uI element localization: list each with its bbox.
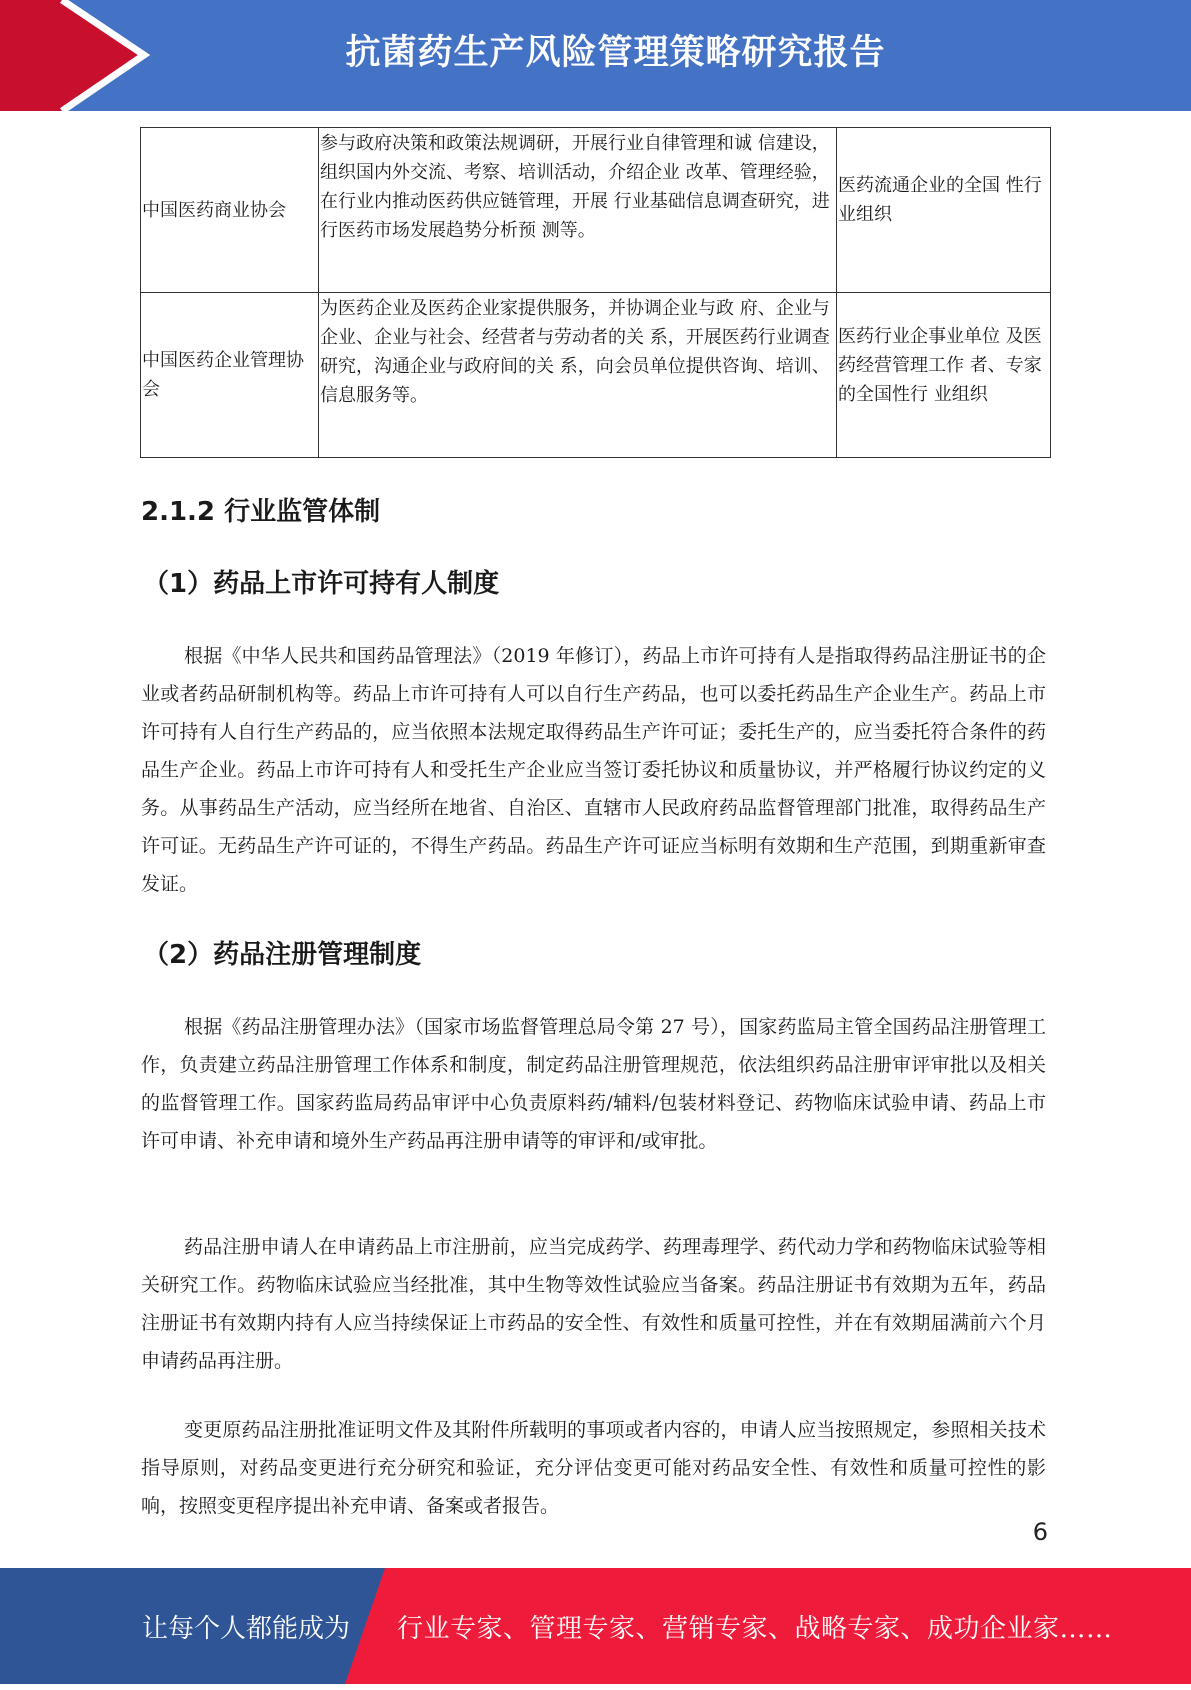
- subsection-heading-1: （1）药品上市许可持有人制度: [143, 569, 500, 599]
- paragraph-registration-3: 变更原药品注册批准证明文件及其附件所载明的事项或者内容的，申请人应当按照规定，参照相关技术指导原则，对药品变更进行充分研究和验证，充分评估变更可能对药品安全性、有效性和质量可控性的影响，按照变更程序提出补充申请、备案或者报告。: [141, 1419, 1046, 1517]
- subsection-heading-2: （2）药品注册管理制度: [143, 940, 422, 970]
- association-table: [140, 127, 1051, 458]
- table-cell-nature: 医药行业企事业单位 及医药经营管理工作 者、专家的全国性行 业组织: [837, 293, 1051, 458]
- table-row: [141, 293, 1051, 458]
- footer-slogan-left: 让每个人都能成为: [142, 1614, 351, 1644]
- paragraph-registration-1: 根据《药品注册管理办法》（国家市场监督管理总局令第 27 号），国家药监局主管全国药品注册管理工作，负责建立药品注册管理工作体系和制度，制定药品注册管理规范，依法组织药品注册审评审批以及相关的监督管理工作。国家药监局药品审评中心负责原料药/辅料/包装材料登记、药物临床试验申请、药品上市许可申请、补充申请和境外生产药品再注册申请等的审评和/或审批。: [141, 1016, 1046, 1152]
- table-row: [141, 128, 1051, 293]
- paragraph-registration-2: 药品注册申请人在申请药品上市注册前，应当完成药学、药理毒理学、药代动力学和药物临床试验等相关研究工作。药物临床试验应当经批准，其中生物等效性试验应当备案。药品注册证书有效期为五年，药品注册证书有效期内持有人应当持续保证上市药品的安全性、有效性和质量可控性，并在有效期届满前六个月申请药品再注册。: [141, 1236, 1046, 1372]
- paragraph-mah-system: 根据《中华人民共和国药品管理法》（2019 年修订），药品上市许可持有人是指取得药品注册证书的企业或者药品研制机构等。药品上市许可持有人可以自行生产药品，也可以委托药品生产企业生产。药品上市许可持有人自行生产药品的，应当依照本法规定取得药品生产许可证；委托生产的，应当委托符合条件的药品生产企业。药品上市许可持有人和受托生产企业应当签订委托协议和质量协议，并严格履行协议约定的义务。从事药品生产活动，应当经所在地省、自治区、直辖市人民政府药品监督管理部门批准，取得药品生产许可证。无药品生产许可证的，不得生产药品。药品生产许可证应当标明有效期和生产范围，到期重新审查发证。: [141, 645, 1046, 895]
- footer-slogan-right: 行业专家、管理专家、营销专家、战略专家、成功企业家……: [397, 1614, 1113, 1644]
- report-title: 抗菌药生产风险管理策略研究报告: [345, 33, 886, 73]
- section-heading: 2.1.2 行业监管体制: [141, 497, 381, 527]
- table-cell-duties: 为医药企业及医药企业家提供服务，并协调企业与政 府、企业与企业、企业与社会、经营者与劳动者的关 系，开展医药行业调查研究，沟通企业与政府间的关 系，向会员单位提供咨询、培训、信息服务等。: [319, 293, 837, 458]
- page-number: 6: [1032, 1518, 1048, 1546]
- header-banner: [0, 0, 1191, 111]
- table-cell-name: 中国医药商业协会: [141, 128, 319, 293]
- footer-banner: [0, 1568, 1191, 1684]
- table-cell-duties: 参与政府决策和政策法规调研，开展行业自律管理和诚 信建设，组织国内外交流、考察、培训活动，介绍企业 改革、管理经验，在行业内推动医药供应链管理，开展 行业基础信息调查研究，进行医药市场发展趋势分析预 测等。: [319, 128, 837, 293]
- table-cell-name: 中国医药企业管理协会: [141, 293, 319, 458]
- table-cell-nature: 医药流通企业的全国 性行业组织: [837, 128, 1051, 293]
